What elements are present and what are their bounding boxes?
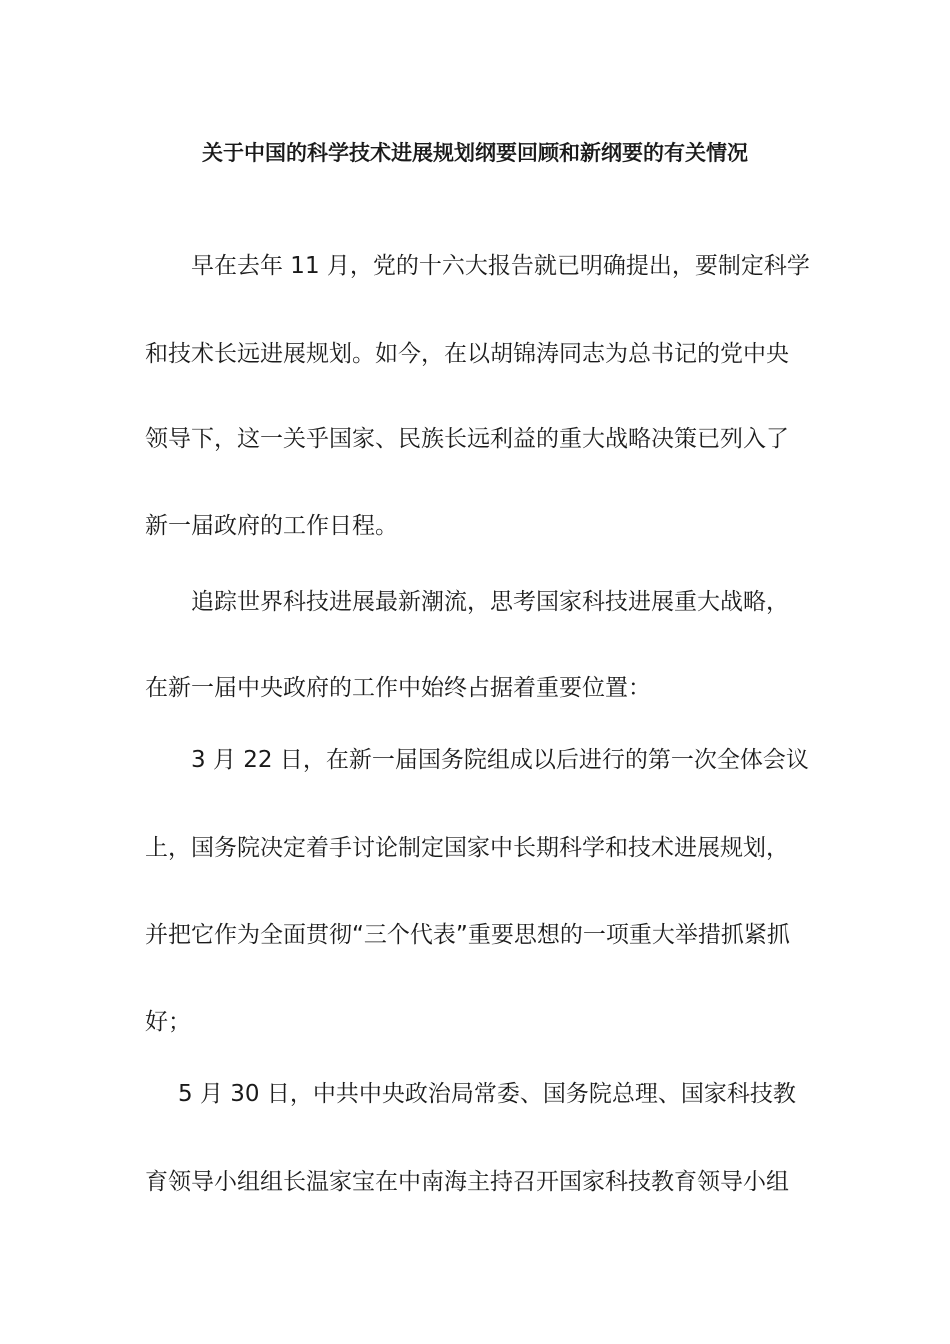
paragraph-1-line-1: 早在去年 11 月，党的十六大报告就已明确提出，要制定科学 (191, 253, 810, 279)
paragraph-3-line-2: 上，国务院决定着手讨论制定国家中长期科学和技术进展规划， (145, 835, 789, 861)
paragraph-1-line-3: 领导下，这一关乎国家、民族长远利益的重大战略决策已列入了 (145, 426, 789, 452)
paragraph-3-line-3: 并把它作为全面贯彻“三个代表”重要思想的一项重大举措抓紧抓 (145, 922, 790, 948)
paragraph-3-line-4: 好； (145, 1009, 191, 1035)
paragraph-3-line-1: 3 月 22 日，在新一届国务院组成以后进行的第一次全体会议 (191, 747, 809, 773)
document-title: 关于中国的科学技术进展规划纲要回顾和新纲要的有关情况 (202, 141, 748, 165)
paragraph-2-line-2: 在新一届中央政府的工作中始终占据着重要位置： (145, 675, 651, 701)
paragraph-1-line-4: 新一届政府的工作日程。 (145, 513, 398, 539)
paragraph-4-line-2: 育领导小组组长温家宝在中南海主持召开国家科技教育领导小组 (145, 1169, 789, 1195)
paragraph-1-line-2: 和技术长远进展规划。如今，在以胡锦涛同志为总书记的党中央 (145, 341, 789, 367)
paragraph-2-line-1: 追踪世界科技进展最新潮流，思考国家科技进展重大战略， (191, 589, 789, 615)
paragraph-4-line-1: 5 月 30 日，中共中央政治局常委、国务院总理、国家科技教 (178, 1081, 796, 1107)
